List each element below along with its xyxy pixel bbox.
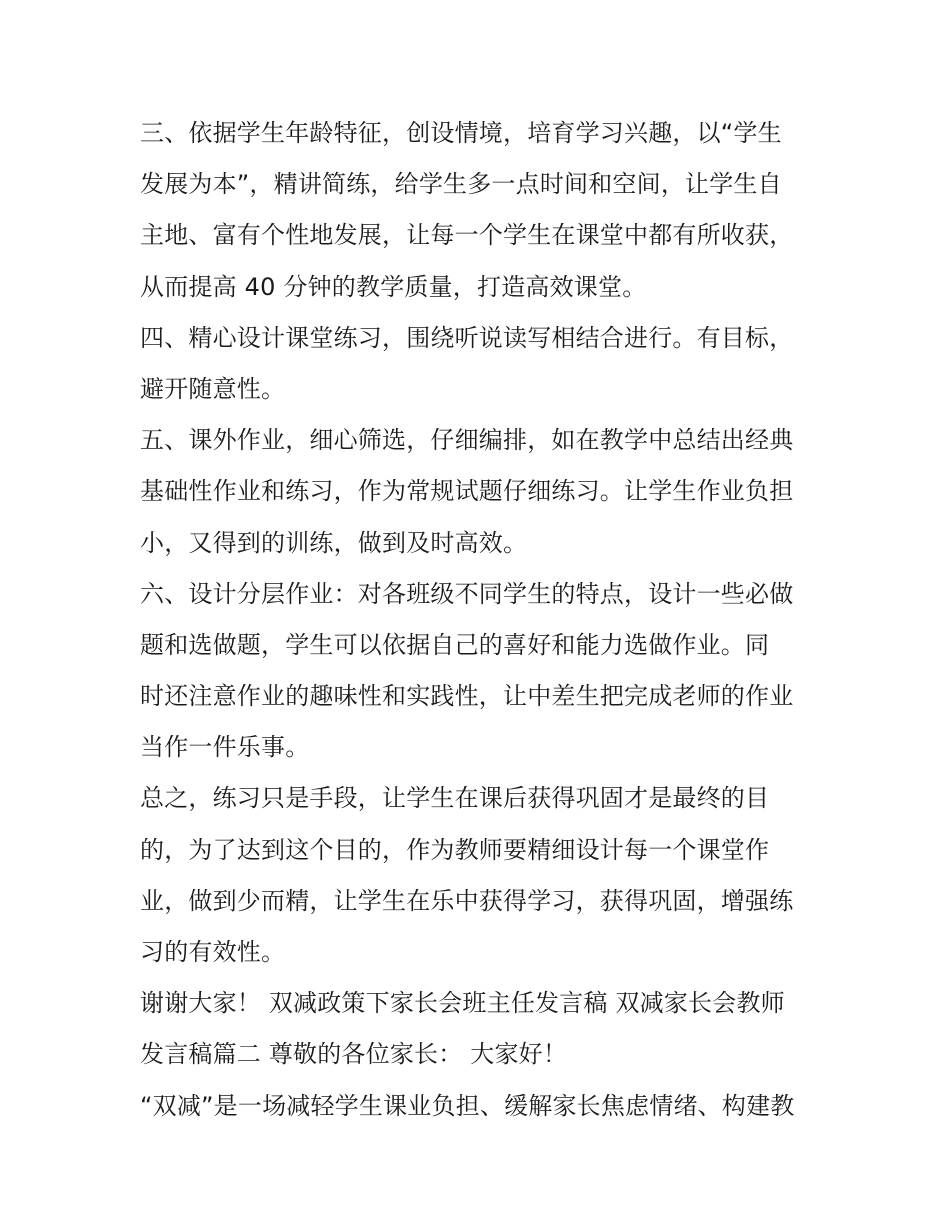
text-line: 五、课外作业，细心筛选，仔细编排，如在教学中总结出经典 — [140, 426, 794, 455]
paragraph-double-reduction-intro — [140, 1081, 820, 1132]
text-line: 题和选做题，学生可以依据自己的喜好和能力选做作业。同 — [140, 630, 770, 659]
text-line: 当作一件乐事。 — [140, 733, 310, 762]
text-line: 避开随意性。 — [140, 374, 286, 403]
text-line: 谢谢大家！ 双减政策下家长会班主任发言稿 双减家长会教师 — [140, 989, 785, 1018]
text-line: 时还注意作业的趣味性和实践性，让中差生把完成老师的作业 — [140, 682, 794, 711]
text-line: “双减”是一场减轻学生课业负担、缓解家长焦虑情绪、构建教 — [140, 1091, 795, 1120]
text-line: 从而提高 40 分钟的教学质量，打造高效课堂。 — [140, 272, 647, 301]
text-line: 四、精心设计课堂练习，围绕听说读写相结合进行。有目标， — [140, 323, 794, 352]
document-body — [140, 108, 820, 1132]
paragraph-point-four — [140, 313, 820, 415]
text-line: 三、依据学生年龄特征，创设情境，培育学习兴趣，以“学生 — [140, 119, 782, 147]
text-line: 基础性作业和练习，作为常规试题仔细练习。让学生作业负担 — [140, 477, 794, 506]
paragraph-summary — [140, 773, 820, 978]
paragraph-thanks-and-heading — [140, 978, 820, 1080]
paragraph-point-six — [140, 569, 820, 774]
text-line: 小，又得到的训练，做到及时高效。 — [140, 528, 528, 557]
text-line: 发展为本”，精讲简练，给学生多一点时间和空间，让学生自 — [140, 170, 782, 199]
text-line: 总之，练习只是手段，让学生在课后获得巩固才是最终的目 — [140, 784, 770, 813]
paragraph-point-three — [140, 108, 820, 313]
text-line: 发言稿篇二 尊敬的各位家长： 大家好！ — [140, 1040, 568, 1069]
text-line: 习的有效性。 — [140, 938, 286, 966]
text-line: 六、设计分层作业：对各班级不同学生的特点，设计一些必做 — [140, 579, 794, 608]
text-line: 的，为了达到这个目的，作为教师要精细设计每一个课堂作 — [140, 835, 770, 864]
text-line: 业，做到少而精，让学生在乐中获得学习，获得巩固，增强练 — [140, 886, 794, 915]
paragraph-point-five — [140, 415, 820, 569]
text-line: 主地、富有个性地发展，让每一个学生在课堂中都有所收获， — [140, 221, 794, 250]
